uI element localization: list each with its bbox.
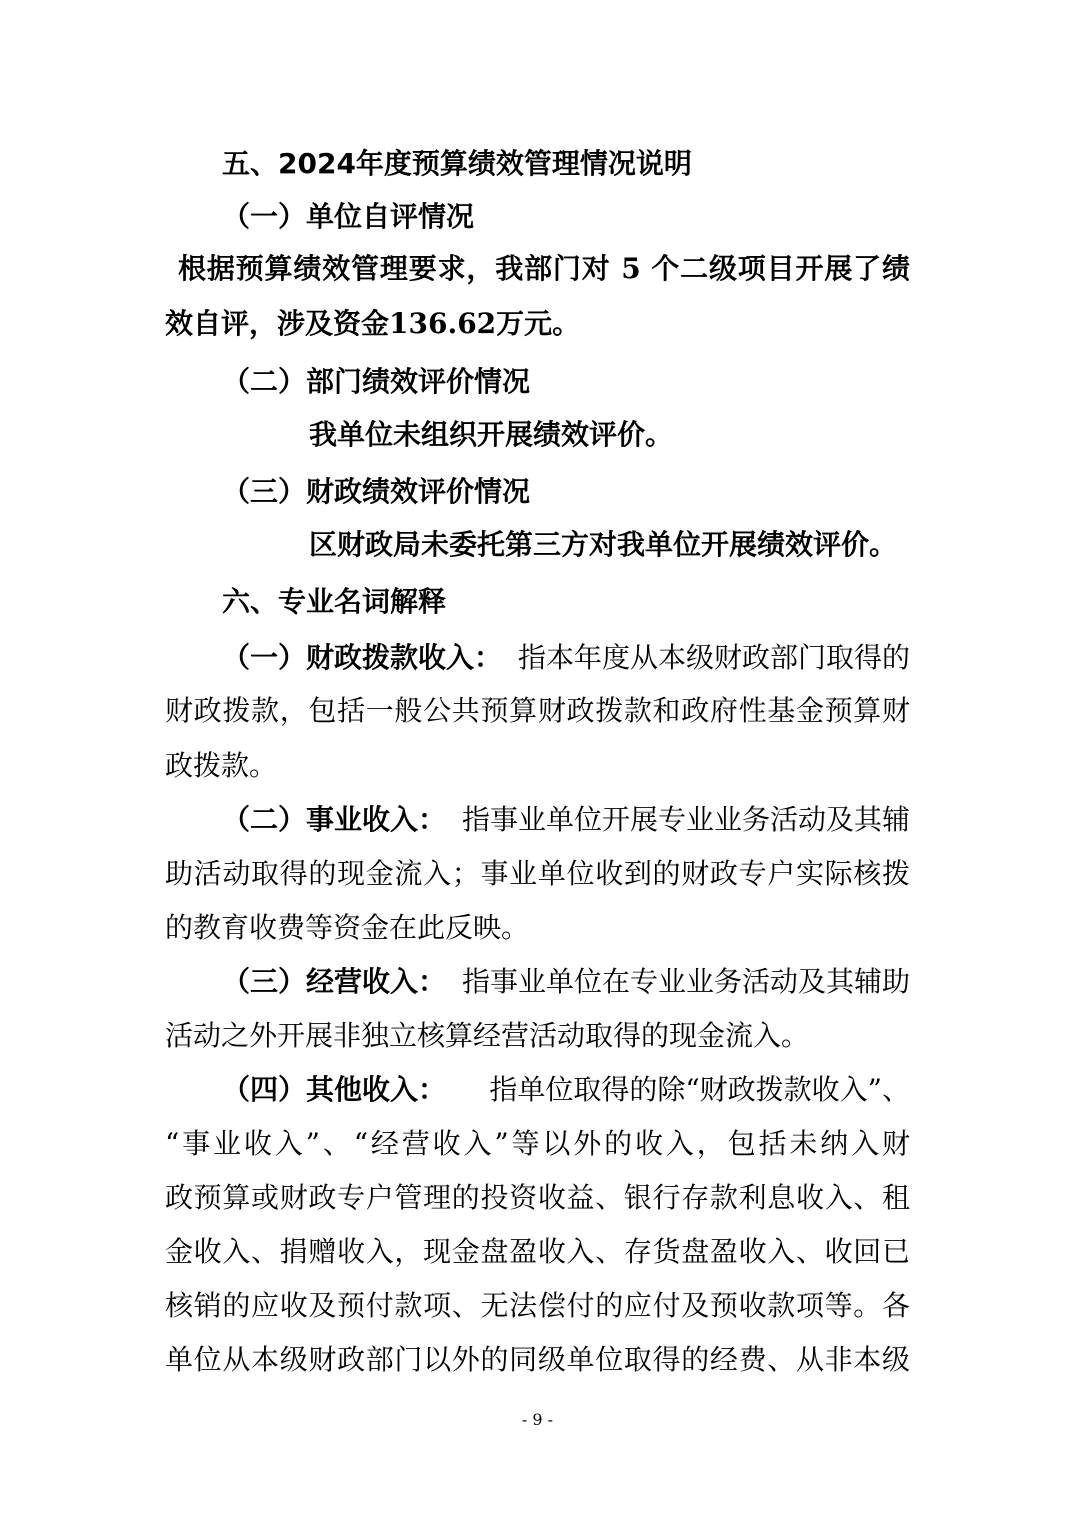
paragraph-line: 助活动取得的现金流入；事业单位收到的财政专户实际核拨 [165,857,910,890]
term-definition: 指事业单位开展专业业务活动及其辅 [461,803,910,836]
paragraph-line: 活动之外开展非独立核算经营活动取得的现金流入。 [165,1019,810,1052]
term-first-line [222,1072,910,1108]
paragraph-line: 核销的应收及预付款项、无法偿付的应付及预收款项等。各 [165,1289,910,1322]
page-number: - 9 - [521,1410,554,1429]
paragraph-line: 根据预算绩效管理要求，我部门对 5 个二级项目开展了绩 [178,252,910,285]
subsection-title-1: （一）单位自评情况 [222,200,475,233]
term-label: （三）经营收入： [222,965,447,998]
term-first-line [222,640,910,676]
term-first-line [222,802,910,838]
section-heading-6: 六、专业名词解释 [222,585,447,618]
paragraph-line: 我单位未组织开展绩效评价。 [309,418,674,451]
term-first-line [222,964,910,1000]
section-heading-5: 五、2024年度预算绩效管理情况说明 [222,147,692,180]
paragraph-line: 效自评，涉及资金136.62万元。 [165,307,581,340]
paragraph-line: 政拨款。 [165,749,278,782]
paragraph-line: 区财政局未委托第三方对我单位开展绩效评价。 [309,528,898,561]
subsection-title-2: （二）部门绩效评价情况 [222,365,531,398]
paragraph-line: 财政拨款，包括一般公共预算财政拨款和政府性基金预算财 [165,694,910,727]
paragraph-line: 政预算或财政专户管理的投资收益、银行存款利息收入、租 [165,1181,910,1214]
paragraph-line: 金收入、捐赠收入，现金盘盈收入、存货盘盈收入、收回已 [165,1235,910,1268]
term-definition: 指事业单位在专业业务活动及其辅助 [461,965,910,998]
paragraph-line: 单位从本级财政部门以外的同级单位取得的经费、从非本级 [165,1343,910,1376]
subsection-title-3: （三）财政绩效评价情况 [222,475,531,508]
term-definition: 指单位取得的除“财政拨款收入”、 [489,1073,910,1106]
term-label: （一）财政拨款收入： [222,641,503,674]
term-label: （二）事业收入： [222,803,447,836]
term-definition: 指本年度从本级财政部门取得的 [517,641,910,674]
paragraph-line: “事业收入”、“经营收入”等以外的收入，包括未纳入财 [165,1127,910,1160]
term-label: （四）其他收入： [222,1073,447,1106]
paragraph-line: 的教育收费等资金在此反映。 [165,911,530,944]
